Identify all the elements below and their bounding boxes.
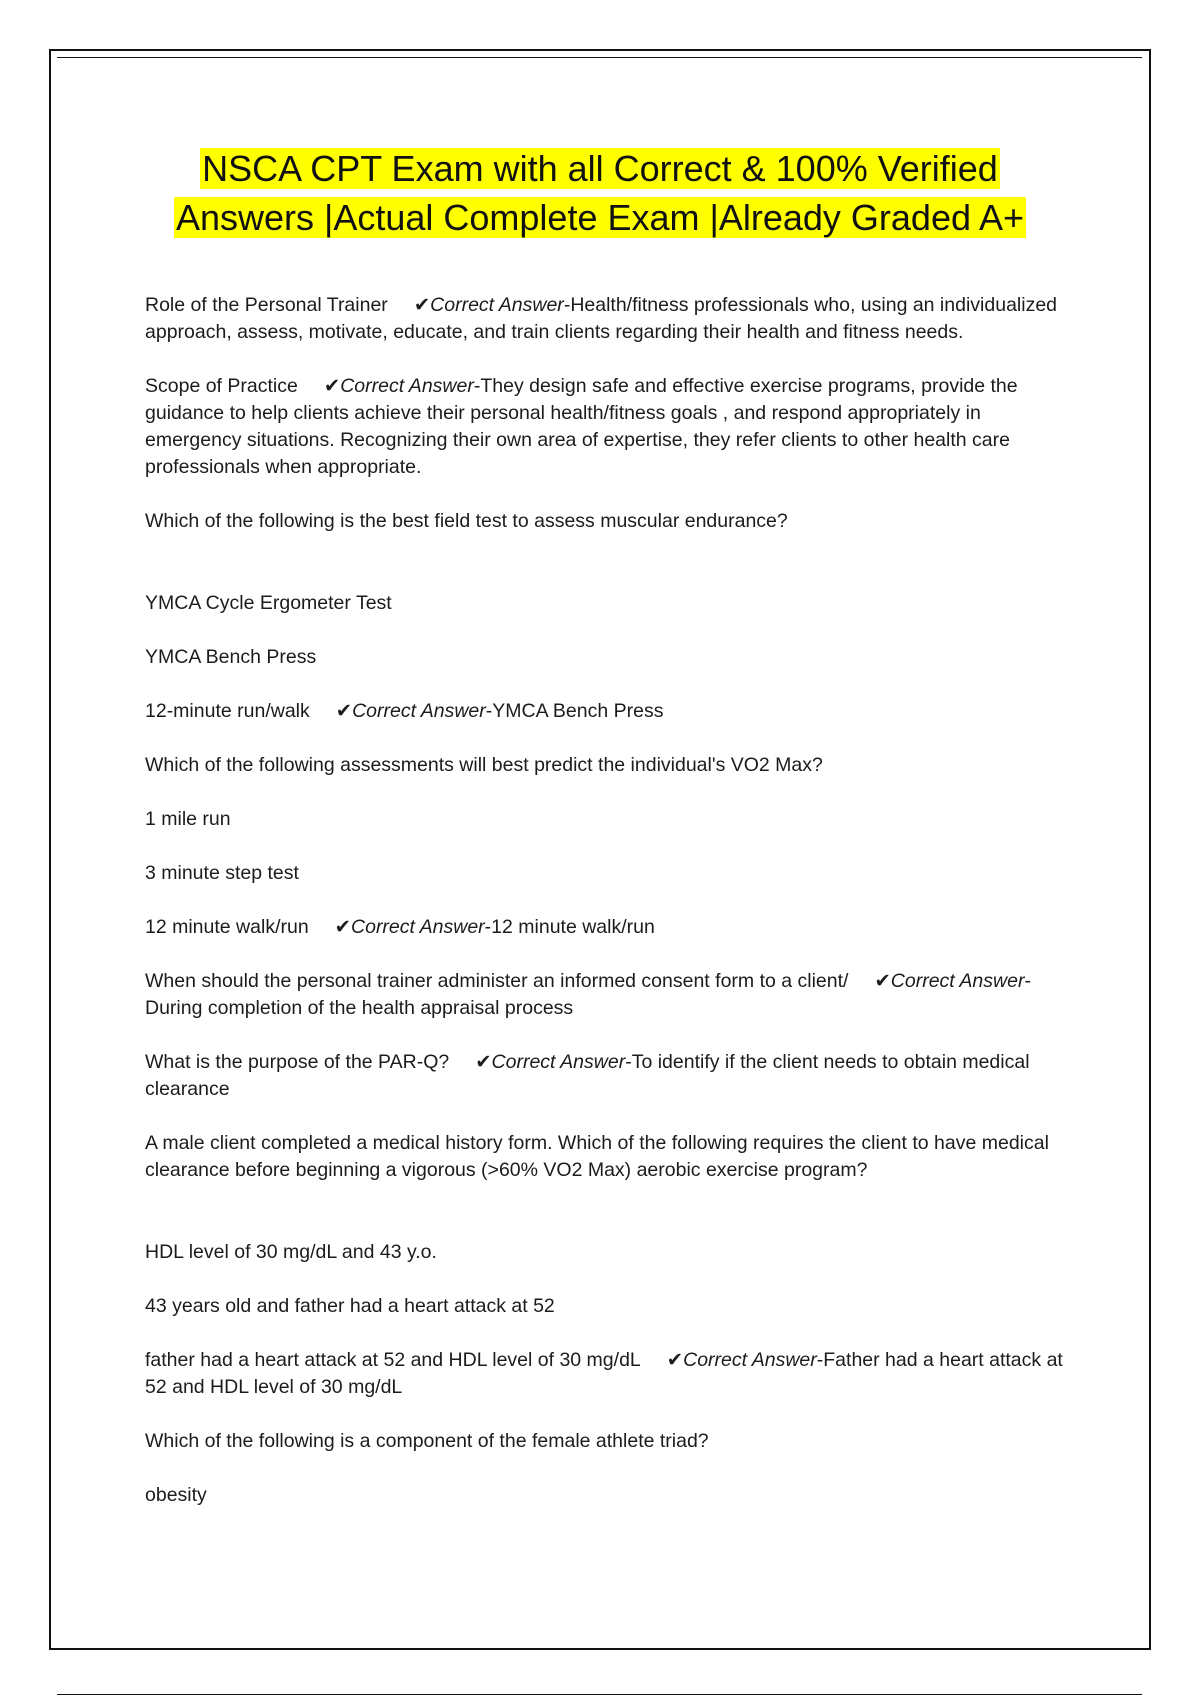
qa-item: What is the purpose of the PAR-Q? ✔Correct Answer-To identify if the client needs to obtain medical clearance — [145, 1051, 1030, 1100]
qa-item: Scope of Practice ✔Correct Answer-They design safe and effective exercise programs, provide the guidance to help clients achieve their personal health/fitness goals , and respond appropriately in emergency situations. Recognizing their own area of expertise, they refer clients to other health care professionals when appropriate. — [145, 375, 1018, 478]
answer-label: Correct Answer — [340, 375, 474, 397]
option-text: 43 years old and father had a heart attack at 52 — [145, 1295, 555, 1317]
title-line-2: Answers |Actual Complete Exam |Already Graded A+ — [175, 197, 1025, 238]
qa-item: father had a heart attack at 52 and HDL level of 30 mg/dL ✔Correct Answer-Father had a heart attack at 52 and HDL level of 30 mg/dL — [145, 1349, 1063, 1398]
qa-item: 12-minute run/walk ✔Correct Answer-YMCA Bench Press — [145, 700, 664, 722]
check-icon: ✔ — [335, 700, 353, 722]
answer-text: They design safe and effective exercise programs, provide the guidance to help clients achieve their personal health/fitness goals , and respond appropriately in emergency situations. Recognizing their own area of expertise, they refer clients to other health care professionals when appropriate. — [145, 375, 1018, 478]
check-icon: ✔ — [413, 294, 431, 316]
check-icon: ✔ — [334, 916, 352, 938]
answer-label: Correct Answer — [491, 1051, 626, 1073]
question-text: When should the personal trainer administer an informed consent form to a client/ — [145, 970, 849, 992]
qa-item: Role of the Personal Trainer ✔Correct Answer-Health/fitness professionals who, using an individualized approach, assess, motivate, educate, and train clients regarding their health and fitness needs. — [145, 294, 1058, 343]
option-text: YMCA Bench Press — [145, 646, 317, 668]
option-text: HDL level of 30 mg/dL and 43 y.o. — [145, 1241, 437, 1263]
answer-label: Correct Answer — [352, 700, 486, 722]
footer-rule — [57, 1694, 1142, 1695]
option-text: 1 mile run — [145, 808, 231, 830]
check-icon: ✔ — [874, 970, 891, 992]
answer-label: Correct Answer — [351, 916, 485, 938]
question-text: A male client completed a medical history form. Which of the following requires the client to have medical clearance before beginning a vigorous (>60% VO2 Max) aerobic exercise program? — [145, 1132, 1049, 1181]
answer-text: Health/fitness professionals who, using an individualized approach, assess, motivate, educate, and train clients regarding their health and fitness needs. — [145, 294, 1058, 343]
option-text: 3 minute step test — [145, 862, 299, 884]
question-text: Which of the following is the best field test to assess muscular endurance? — [145, 510, 788, 532]
question-text: Role of the Personal Trainer — [145, 294, 388, 316]
option-text: YMCA Cycle Ergometer Test — [145, 592, 392, 614]
title-line-1: NSCA CPT Exam with all Correct & 100% Verified — [202, 148, 998, 189]
exam-content — [145, 292, 1065, 1509]
header-rule — [57, 57, 1142, 58]
option-text: obesity — [145, 1484, 207, 1506]
document-title — [100, 144, 1100, 242]
option-text: 12 minute walk/run — [145, 916, 309, 938]
option-text: 12-minute run/walk — [145, 700, 310, 722]
question-text: Which of the following is a component of the female athlete triad? — [145, 1430, 709, 1452]
option-text: father had a heart attack at 52 and HDL level of 30 mg/dL — [145, 1349, 641, 1371]
check-icon: ✔ — [475, 1051, 492, 1073]
qa-item: 12 minute walk/run ✔Correct Answer-12 minute walk/run — [145, 916, 655, 938]
answer-label: Correct Answer — [430, 294, 564, 316]
answer-text: To identify if the client needs to obtain medical clearance — [145, 1051, 1030, 1100]
answer-text: Father had a heart attack at 52 and HDL level of 30 mg/dL — [145, 1349, 1063, 1398]
answer-text: During completion of the health appraisal process — [145, 997, 574, 1019]
question-text: Which of the following assessments will best predict the individual's VO2 Max? — [145, 754, 823, 776]
check-icon: ✔ — [666, 1349, 684, 1371]
qa-item: When should the personal trainer administer an informed consent form to a client/ ✔Correct Answer-During completion of the health appraisal process — [145, 970, 1031, 1019]
question-text: Scope of Practice — [145, 375, 298, 397]
question-text: What is the purpose of the PAR-Q? — [145, 1051, 450, 1073]
answer-text: YMCA Bench Press — [492, 700, 664, 722]
answer-text: 12 minute walk/run — [491, 916, 655, 938]
answer-label: Correct Answer — [890, 970, 1025, 992]
check-icon: ✔ — [323, 375, 341, 397]
answer-label: Correct Answer — [683, 1349, 817, 1371]
